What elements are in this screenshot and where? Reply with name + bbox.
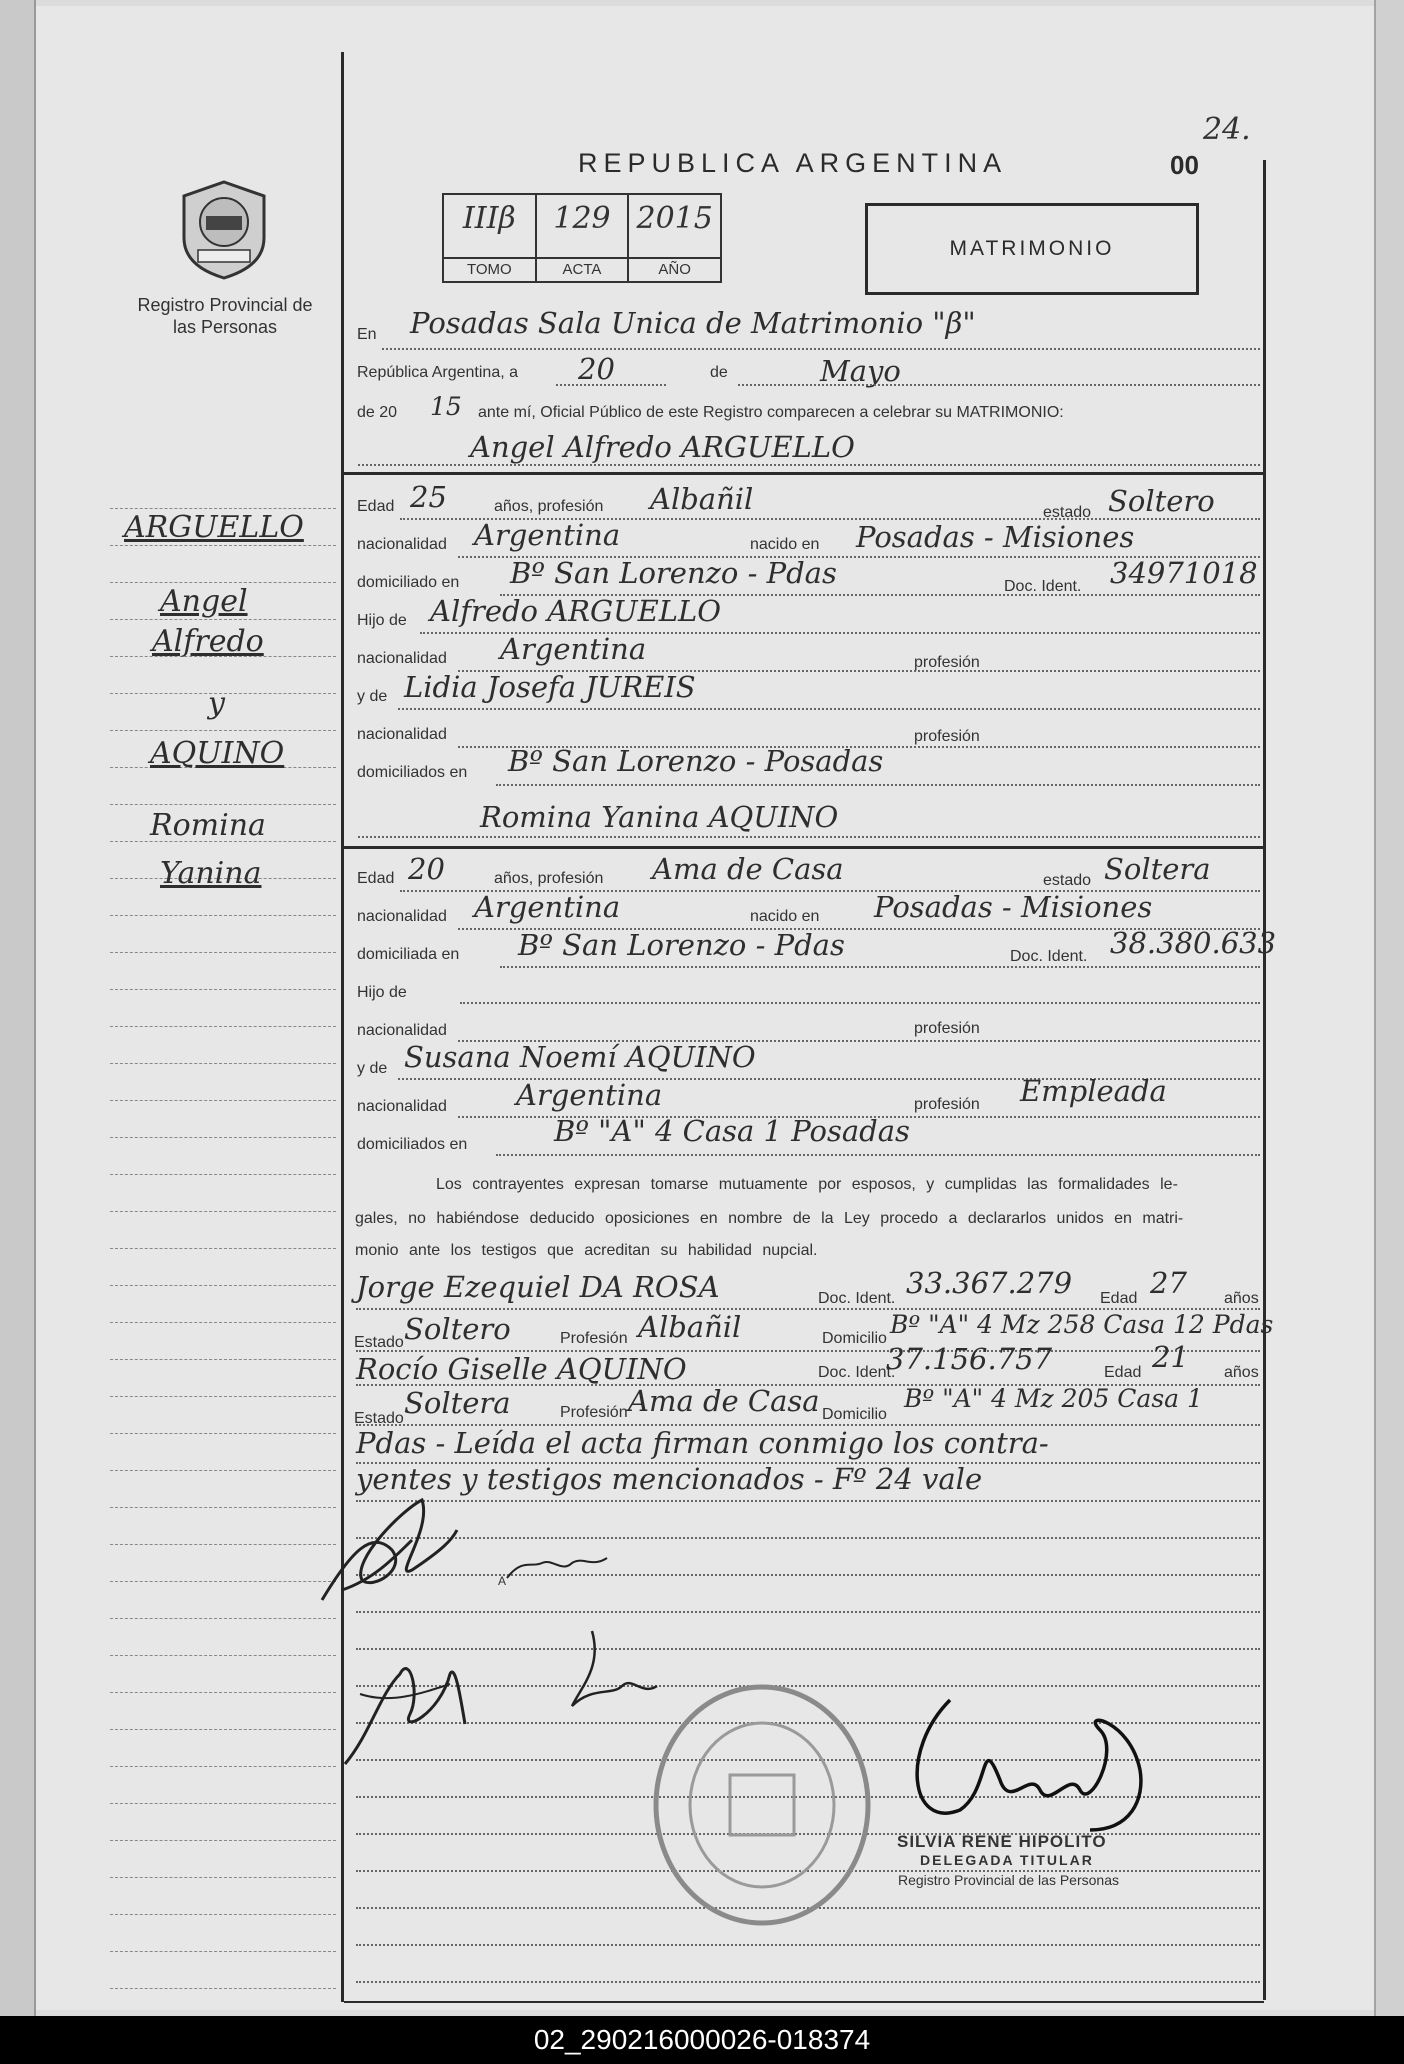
label-domiciliados-en: domiciliados en <box>357 764 468 781</box>
record-box <box>442 193 722 283</box>
margin-ruled-line <box>110 1174 336 1176</box>
ruled-line <box>356 1981 1260 1984</box>
tomo-label: TOMO <box>444 257 535 281</box>
scan-id-footer: 02_290216000026-018374 <box>0 2016 1404 2064</box>
label-a: A <box>498 1574 507 1588</box>
acta-value: 129 <box>553 201 611 236</box>
label-y-de: y de <box>357 1060 388 1077</box>
bride-doc: 38.380.633 <box>1110 926 1277 960</box>
legal-paragraph-line-3: monio ante los testigos que acreditan su habilidad nupcial. <box>355 1242 818 1259</box>
witness2-address: Bº "A" 4 Mz 205 Casa 1 <box>904 1384 1203 1413</box>
book-left-edge <box>0 0 36 2016</box>
label-profesion: profesión <box>914 654 980 671</box>
label-y-de: y de <box>357 688 388 705</box>
margin-surname-groom: ARGUELLO <box>124 510 304 545</box>
margin-ruled-line <box>110 1544 336 1546</box>
label-domiciliado-en: domiciliado en <box>357 574 460 591</box>
groom-status: Soltero <box>1108 484 1215 518</box>
groom-profession: Albañil <box>650 482 754 516</box>
legal-paragraph-line-2: gales, no habiéndose deducido oposiciones en nombre de la Ley procedo a declararlos unidos en matri- <box>355 1210 1184 1227</box>
witness1-address: Bº "A" 4 Mz 258 Casa 12 Pdas <box>890 1310 1274 1339</box>
signature-witness1 <box>340 1634 470 1774</box>
margin-name-bride-1: Romina <box>150 808 266 843</box>
dotline <box>500 966 1260 969</box>
margin-ruled-line <box>110 730 336 732</box>
bride-status: Soltera <box>1104 852 1211 886</box>
witness1-doc: 33.367.279 <box>906 1266 1073 1300</box>
label-republica-a: República Argentina, a <box>357 364 518 381</box>
label-nacionalidad: nacionalidad <box>357 536 447 553</box>
margin-ruled-line <box>110 1359 336 1361</box>
ruled-line <box>356 1574 1260 1577</box>
right-rule <box>1263 160 1266 2000</box>
margin-ruled-line <box>110 1988 336 1990</box>
margin-ruled-line <box>110 952 336 954</box>
groom-born-in: Posadas - Misiones <box>856 520 1135 554</box>
signature-groom <box>312 1490 462 1620</box>
provincial-seal-icon <box>178 178 270 280</box>
margin-ruled-line <box>110 1137 336 1139</box>
bride-parents-address: Bº "A" 4 Casa 1 Posadas <box>554 1114 910 1148</box>
label-profesion: profesión <box>914 728 980 745</box>
bride-profession: Ama de Casa <box>652 852 844 886</box>
margin-ruled-line <box>110 1692 336 1694</box>
dotline <box>496 784 1260 787</box>
bride-born-in: Posadas - Misiones <box>874 890 1153 924</box>
label-profesion: profesión <box>914 1020 980 1037</box>
section-rule <box>344 846 1264 849</box>
margin-ruled-line <box>110 1877 336 1879</box>
label-profesion: Profesión <box>560 1330 628 1347</box>
tomo-cell <box>444 195 537 281</box>
ruled-line <box>356 1537 1260 1540</box>
dotline <box>358 836 1260 839</box>
ruled-line <box>356 1500 1260 1503</box>
witness2-profession: Ama de Casa <box>628 1384 820 1418</box>
margin-ruled-line <box>110 989 336 991</box>
country-title: REPUBLICA ARGENTINA <box>578 148 1008 178</box>
city-line: Posadas Sala Unica de Matrimonio "β" <box>410 306 976 340</box>
groom-nationality: Argentina <box>474 518 621 552</box>
margin-name-bride-2: Yanina <box>160 856 262 891</box>
bottom-rule <box>344 2001 1264 2003</box>
groom-age: 25 <box>410 480 447 514</box>
official-registry: Registro Provincial de las Personas <box>898 1872 1119 1888</box>
dotline <box>358 464 1260 467</box>
margin-ruled-line <box>110 1211 336 1213</box>
margin-ruled-line <box>110 1063 336 1065</box>
margin-ruled-line <box>110 915 336 917</box>
margin-ruled-line <box>110 1433 336 1435</box>
ano-cell <box>629 195 720 281</box>
label-anos-profesion: años, profesión <box>494 870 604 887</box>
margin-ruled-line <box>110 1766 336 1768</box>
official-stamp <box>650 1680 875 1930</box>
margin-ruled-line <box>110 1470 336 1472</box>
label-domicilio: Domicilio <box>822 1406 887 1423</box>
bride-nationality: Argentina <box>474 890 621 924</box>
label-doc-ident: Doc. Ident. <box>818 1364 896 1381</box>
label-nacido-en: nacido en <box>750 908 820 925</box>
margin-ruled-line <box>110 1951 336 1953</box>
label-estado: Estado <box>354 1410 404 1427</box>
margin-ruled-line <box>110 1655 336 1657</box>
ruled-line <box>356 1611 1260 1614</box>
page-number: 24. <box>1203 112 1251 147</box>
closing-line-2: yentes y testigos mencionados - Fº 24 vale <box>356 1462 983 1496</box>
official-name: SILVIA RENE HIPOLITO <box>897 1832 1107 1851</box>
label-domiciliada-en: domiciliada en <box>357 946 460 963</box>
witness2-status: Soltera <box>404 1386 511 1420</box>
label-edad: Edad <box>1104 1364 1142 1381</box>
dotline <box>556 384 666 387</box>
label-de: de <box>710 364 728 381</box>
label-profesion: profesión <box>914 1096 980 1113</box>
margin-ruled-line <box>110 1581 336 1583</box>
margin-name-groom-1: Angel <box>160 584 248 619</box>
acta-cell <box>537 195 630 281</box>
margin-ruled-line <box>110 1507 336 1509</box>
label-domicilio: Domicilio <box>822 1330 887 1347</box>
act-type-box: MATRIMONIO <box>865 203 1199 295</box>
dotline <box>382 348 1260 351</box>
label-estado: estado <box>1043 504 1092 521</box>
book-right-edge <box>1374 0 1404 2016</box>
label-nacionalidad: nacionalidad <box>357 650 447 667</box>
margin-ruled-line <box>110 1803 336 1805</box>
signature-official <box>890 1690 1170 1840</box>
label-de-20: de 20 <box>357 404 398 421</box>
legal-paragraph-line-1: Los contrayentes expresan tomarse mutuamente por esposos, y cumplidas las formalidades le- <box>436 1176 1178 1193</box>
bride-age: 20 <box>408 852 445 886</box>
label-hijo-de: Hijo de <box>357 984 407 1001</box>
label-doc-ident: Doc. Ident. <box>818 1290 896 1307</box>
dotline <box>738 384 1260 387</box>
tomo-value: IIIβ <box>462 201 516 236</box>
witness1-name: Jorge Ezequiel DA ROSA <box>356 1270 720 1304</box>
label-nacionalidad: nacionalidad <box>357 1022 447 1039</box>
bride-mother: Susana Noemí AQUINO <box>404 1040 756 1074</box>
dotline <box>460 1002 1260 1005</box>
margin-ruled-line <box>110 1840 336 1842</box>
margin-ruled-line <box>110 1396 336 1398</box>
label-edad: Edad <box>357 870 395 887</box>
year-suffix: 15 <box>430 392 462 421</box>
label-nacido-en: nacido en <box>750 536 820 553</box>
label-anos: años <box>1224 1364 1259 1381</box>
margin-ruled-line <box>110 1914 336 1916</box>
label-anos-profesion: años, profesión <box>494 498 604 515</box>
groom-parents-address: Bº San Lorenzo - Posadas <box>508 744 884 778</box>
margin-ruled-line <box>110 619 336 621</box>
margin-ruled-line <box>110 1285 336 1287</box>
bride-mother-profession: Empleada <box>1020 1074 1167 1108</box>
groom-mother: Lidia Josefa JUREIS <box>404 670 696 704</box>
label-nacionalidad: nacionalidad <box>357 726 447 743</box>
dotline <box>398 708 1260 711</box>
label-nacionalidad: nacionalidad <box>357 1098 447 1115</box>
page-code: 00 <box>1170 150 1199 180</box>
signature-bride <box>502 1538 612 1588</box>
label-en: En <box>357 326 377 343</box>
registry-name: Registro Provincial de las Personas <box>137 295 313 337</box>
margin-ruled-line <box>110 1618 336 1620</box>
label-estado: estado <box>1043 872 1092 889</box>
label-doc-ident: Doc. Ident. <box>1010 948 1088 965</box>
label-anos: años <box>1224 1290 1259 1307</box>
month: Mayo <box>820 354 901 388</box>
groom-name: Angel Alfredo ARGUELLO <box>470 430 855 464</box>
label-estado: Estado <box>354 1334 404 1351</box>
label-domiciliados-en: domiciliados en <box>357 1136 468 1153</box>
section-rule <box>344 472 1264 475</box>
label-edad: Edad <box>1100 1290 1138 1307</box>
margin-name-groom-2: Alfredo <box>152 624 264 659</box>
margin-ruled-line <box>110 1100 336 1102</box>
official-role: DELEGADA TITULAR <box>920 1852 1094 1868</box>
label-doc-ident: Doc. Ident. <box>1004 578 1082 595</box>
ruled-line <box>356 1944 1260 1947</box>
margin-ruled-line <box>110 1322 336 1324</box>
groom-doc: 34971018 <box>1110 556 1258 590</box>
label-hijo-de: Hijo de <box>357 612 407 629</box>
groom-father: Alfredo ARGUELLO <box>430 594 722 628</box>
label-profesion: Profesión <box>560 1404 628 1421</box>
bride-mother-nationality: Argentina <box>516 1078 663 1112</box>
ano-label: AÑO <box>629 257 720 281</box>
witness1-age: 27 <box>1150 1266 1187 1300</box>
witness1-profession: Albañil <box>638 1310 742 1344</box>
groom-address: Bº San Lorenzo - Pdas <box>510 556 837 590</box>
closing-line-1: Pdas - Leída el acta firman conmigo los contra- <box>356 1426 1049 1460</box>
signature-witness2 <box>562 1626 662 1716</box>
margin-ruled-line <box>110 804 336 806</box>
groom-father-nationality: Argentina <box>500 632 647 666</box>
witness2-name: Rocío Giselle AQUINO <box>356 1352 687 1386</box>
margin-ruled-line <box>110 1248 336 1250</box>
bride-address: Bº San Lorenzo - Pdas <box>518 928 845 962</box>
bride-name: Romina Yanina AQUINO <box>480 800 839 834</box>
witness2-age: 21 <box>1152 1340 1189 1374</box>
label-nacionalidad: nacionalidad <box>357 908 447 925</box>
ano-value: 2015 <box>636 201 713 236</box>
day: 20 <box>578 352 615 386</box>
label-ante-mi: ante mí, Oficial Público de este Registro comparecen a celebrar su MATRIMONIO: <box>478 404 1064 421</box>
margin-ruled-line <box>110 1026 336 1028</box>
dotline <box>496 1154 1260 1157</box>
margin-ruled-line <box>110 545 336 547</box>
ruled-line <box>356 1648 1260 1651</box>
witness2-doc: 37.156.757 <box>886 1342 1053 1376</box>
acta-label: ACTA <box>537 257 628 281</box>
margin-conjunction: y <box>208 686 225 721</box>
label-edad: Edad <box>357 498 395 515</box>
witness1-status: Soltero <box>404 1312 511 1346</box>
margin-ruled-line <box>110 1729 336 1731</box>
margin-surname-bride: AQUINO <box>150 736 285 771</box>
